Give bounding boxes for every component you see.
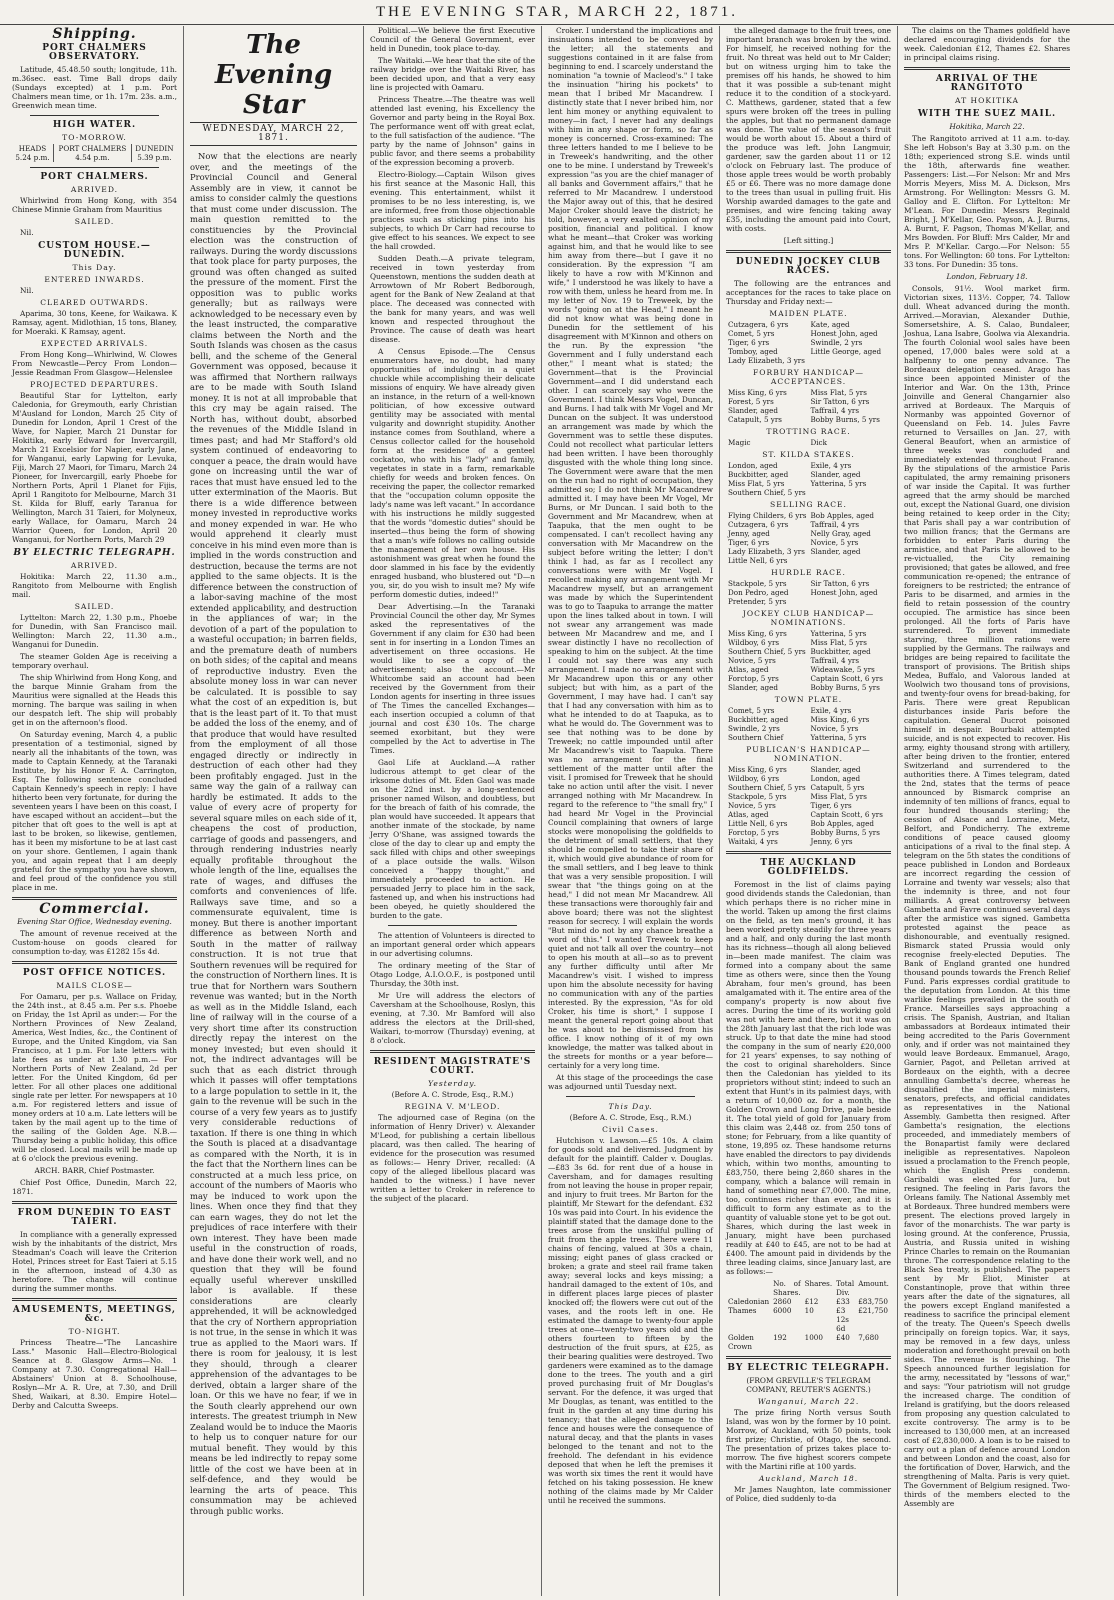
horse-entry: Wildboy, 6 yrs xyxy=(728,774,780,783)
horse-entry: Magic xyxy=(728,438,751,447)
commercial-sub: Evening Star Office, Wednesday evening. xyxy=(17,917,172,926)
tel-arrived-label: ARRIVED. xyxy=(70,561,119,570)
horse-entry: Yatterina, 5 yrs xyxy=(810,733,867,742)
horse-entry: Little Nell, 6 yrs xyxy=(728,556,788,565)
table-row xyxy=(726,715,891,724)
horse-entry: Taffrail, 4 yrs xyxy=(810,520,860,529)
news-paragraph: The Rangitoto arrived at 11 a.m. to-day. She left Hobson's Bay at 3.30 p.m. on the 18th; experienced strong S.E. winds until the 18th, afterwards fine weather. Passengers: List.—For Nelson: Mr and Mrs Morris Meyers, Miss M. A. Dickson, Mrs Armstrong. For Wellington: Messrs G. M. Galloy and E. Clifton. For Lyttelton: Mr M'Lean. For Dunedin: Messrs Reginald Bright, J. M'Kellar, Geo. Payson, A. J. Burns, A. Burnt, F. Pagson, Thomas M'Kellar, and Mrs Bowden. For Bluff: Mrs Calder, Mr and Mrs P. M'Kellar. Cargo.—For Nelson: 55 tons. For Wellington: 60 tons. For Lyttelton: 33 tons. For Dunedin: 35 tons. xyxy=(904,134,1070,269)
table-row xyxy=(726,774,891,783)
table-row xyxy=(726,556,891,565)
divider xyxy=(726,1356,891,1359)
rm-day: Yesterday. xyxy=(427,1079,477,1088)
sailed-label: SAILED. xyxy=(74,217,115,226)
projected-label: PROJECTED DEPARTURES. xyxy=(30,380,159,389)
gold-cell: 10 xyxy=(804,1306,814,1315)
news-paragraph: Dear Advertising.—In the Taranaki Provincial Council the other day, Mr Symes asked the representatives of the Government if any claim for £30 had been sent in for inserting in a London Times an advertisement on three occasions. He would like to see a copy of the advertisement; also the account.—Mr Whitcombe said an account had been received by the Government from their London agents for inserting in three issues of The Times the cancelled Exchanges—each insertion occupied a column of that journal and cost £30 10s. The charge seemed exorbitant, but they were compelled by the Act to advertise in The Times. xyxy=(370,602,535,755)
table-row xyxy=(726,733,891,742)
horse-entry xyxy=(809,597,892,606)
amuse-sub: TO-NIGHT. xyxy=(68,1327,121,1336)
column-local-news xyxy=(364,26,542,1596)
post-text: For Oamaru, per p.s. Wallace on Friday, the 24th inst., at 8.45 a.m. Per s.s. Phoebe on Friday, the 1st April as under:— For the Northern Provinces of New Zealand, America, West Indies, &c., the Continent of Europe, and the United Kingdom, via San Francisco, at 1 p.m. For late letters with late fees as under at 1.30 p.m.— For Northern Ports of New Zealand, 2d per letter. For the United Kingdom, 6d per letter. For all other places one additional single rate per letter. For newspapers at 10 a.m. For registered letters and issue of money orders at 10 a.m. Late letters will be taken by the mail agent up to the time of the sailing of the Golden Age. N.B.—Thursday being a public holiday, this office will be closed. Local mails will be made up at 6 o'clock the previous evening. xyxy=(12,992,177,1163)
table-row xyxy=(726,547,891,556)
divider xyxy=(904,67,1070,70)
rm-text: The adjourned case of Regina (on the information of Henry Driver) v. Alexander M'Leod, for publishing a certain libellous placard, was then called. The hearing of evidence for the prosecution was resumed as follows:— Henry Driver, recalled: (A copy of the alleged libellous placard was handed to the witness.) I have never written a letter to Croker in reference to the subject of the placard. xyxy=(370,1113,535,1203)
issue-date: WEDNESDAY, MARCH 22, 1871. xyxy=(190,122,357,146)
rm-case: REGINA V. M'LEOD. xyxy=(404,1102,501,1111)
horse-entry: Slander, aged xyxy=(810,765,861,774)
gold-table xyxy=(726,1279,891,1351)
commercial-title: Commercial. xyxy=(39,901,150,917)
nil-text: Nil. xyxy=(20,286,34,295)
tel-arrived-text: Hokitika: March 22, 11.30 a.m., Rangitoto from Melbourne with English mail. xyxy=(12,572,177,599)
gold-cell: £12 xyxy=(804,1297,819,1306)
projected-text: Beautiful Star for Lyttelton, early Caledonia, for Greymouth, early Christian M'Ausland for London, March 25 City of Dunedin for London, April 1 Crest of the Wave, for Napier, March 21 Dunstar for Hokitika, early Edward for Invercargill, March 21 Excelsior for Napier, early Jane, for Wanganui, early Lapwing for Levuka, Fiji, March 27 Maori, for Timaru, March 24 Pioneer, for Invercargill, early Phoebe for Northern Ports, April 1 Planet for Fijis, April 1 Rangitoto for Melbourne, March 31 St. Kilda for Bluff, early Taranua for Wellington, March 31 Taieri, for Molyneux, early Wallace, for Oamaru, March 24 Warrior Queen, for London, April 20 Wanganui, for Northern Ports, March 29 xyxy=(12,391,177,544)
court-adjourn: At this stage of the proceedings the case was adjourned until Tuesday next. xyxy=(548,1073,713,1091)
horse-entry: Dick xyxy=(810,438,827,447)
race-name: TOWN PLATE. xyxy=(774,695,843,704)
table-row xyxy=(726,538,891,547)
horse-entry: Jenny, aged xyxy=(728,529,770,538)
horse-entry: Southern Chief, 5 yrs xyxy=(728,488,806,497)
horse-entry: Wideawake, 5 yrs xyxy=(810,665,875,674)
horse-entry: Forctop, 5 yrs xyxy=(728,828,779,837)
table-row xyxy=(726,329,891,338)
horse-entry: Swindle, 2 yrs xyxy=(728,724,780,733)
table-row xyxy=(726,520,891,529)
tel-sailed-label: SAILED. xyxy=(74,602,115,611)
horse-entry: Buckbitter, aged xyxy=(728,715,789,724)
table-row xyxy=(726,488,891,497)
this-day-before: (Before A. C. Strode, Esq., R.M.) xyxy=(569,1113,692,1122)
arrived-label: ARRIVED. xyxy=(70,185,119,194)
horse-entry: Captain Scott, 6 yrs xyxy=(810,674,883,683)
gold-cell: 2860 xyxy=(773,1297,792,1306)
table-row xyxy=(726,837,891,846)
race-name: ST. KILDA STAKES. xyxy=(762,450,855,459)
gold-cell: 192 xyxy=(773,1333,787,1342)
table-row xyxy=(726,579,891,588)
table-row xyxy=(726,347,891,356)
horse-entry: Exile, 4 yrs xyxy=(810,461,852,470)
observatory-text: Latitude, 45.48.50 south; longitude, 11h. m.36sec. east. Time Ball drops daily (Sundays excepted) at 1 p.m. Port Chalmers mean time, or 1h. 17m. 23s. a.m., Greenwich mean time. xyxy=(12,65,177,110)
table-row xyxy=(726,438,891,447)
tel-sub: (FROM GREVILLE'S TELEGRAM COMPANY, REUTER'S AGENTS.) xyxy=(746,1376,871,1394)
divider xyxy=(12,961,177,964)
table-row xyxy=(726,470,891,479)
divider xyxy=(726,851,891,854)
horse-entry: Honest John, aged xyxy=(810,588,878,597)
news-paragraph: The Waitaki.—We hear that the site of the railway bridge over the Waitaki River, has been decided upon, and that a very easy line is projected with Oamaru. xyxy=(370,56,535,92)
highwater-time: 5.24 p.m. xyxy=(12,153,53,162)
divider xyxy=(30,167,159,168)
news-paragraph: Consols, 91½. Wool market firm. Victorian sixes, 113½. Copper, 74. Tallow dull. Wheat advanced during the month. Arrived.—Moravian, Alexander Duthie, Somersetshire, A. S. Calao, Bundaleer, Joshua, Lana Isabre, Goolwa via Alexandria. The fourth Colonial wool sales have been opened, 17,000 bales were sold at a halfpenny to one penny advance. The Bordeaux delegation ceased. Arago has since been appointed Minister of the Interior and War. On the 13th, Prince Joinville and General Changarnier also arrived at Bordeaux. The Marquis of Normanby was appointed Governor of Queensland on Feb. 14. Jules Favre returned to Versailles on Jan. 27, with General Beaufort, when an armistice of three weeks was concluded and immediately extended throughout France. By the stipulations of the armistice Paris capitulated, the army remaining prisoners of war inside the Capital. It was further agreed that the army should be marched out, except the National Guard, one division being retained to keep order in the City; that Paris shall pay a war contribution of two million francs; that the Germans are forbidden to enter Paris during the armistice, and that Paris be allowed to be re-victualled, the City remaining provisioned; that gates be allowed, and free communication re-opened; the entrance of foreigners to be restricted; the entrance of Paris to be disarmed, and armies in the field to retain possession of the country occupied. The armistice has since been prolonged. All the forts of Paris have surrendered. To prevent immediate starving, three million rations were supplied by the Germans. The railways and bridges are being repaired to facilitate the transport of provisions. The British ships Medea, Buffalo, and Valorous landed at Woolwich two thousand tons of provisions, and twenty-four ovens for bread-baking, for Paris. There were great Republican disturbances inside Paris before the capitulation. General Ducrot poisoned himself in despair. Bourbaki attempted suicide, and is not expected to recover. His army, eighty thousand strong with artillery, after being driven to the frontier, entered Switzerland and surrendered to the authorities there. A Times telegram, dated the 2nd, states that the terms of peace announced by Bismarck comprise an indemnity of ten millions of francs, equal to four hundred thousands sterling; the cession of Alsace and Lorraine, Metz, Belfort, and Pondicherry. The extreme conditions of peace caused gloomy anticipations of a rival to the final step. A telegram on the 5th states the conditions of peace published in London and Bordeaux are incorrect regarding the cession of Lorraine and twenty war vessels; also that the indemnity is three, and not four milliards. A great controversy between Gambetta and Favre continued several days after the armistice was signed. Gambetta protested against the peace as dishonourable, and eventually resigned. Bismarck stated Prussia would only recognise freely-elected Deputies. The Bank of England granted one hundred thousand pounds towards the French Relief Fund. Paris expresses cordial gratitude to the deputation from London. At this time warlike feelings prevailed in the south of France. Marseilles says approaching a crisis. The Spanish, Austrian, and Italian ambassadors at Bordeaux intimated their being accredited to the Paris Government only, and if order was not maintained they would leave Bordeaux. Emmanuel, Arago, Garnier, Pagot, and Pelletan arrived at Bordeaux on the eighth, with a decree annulling Gambetta's decree, whereas he disqualified the imperial ministers, senators, prefects, and official candidates as representatives in the National Assembly. Gambetta then resigned. After Gambetta's resignation, the elections proceeded, and immediately members of the Bonapartist family were declared ineligible as representatives. Napoleon issued a proclamation to the French people, which the English Press condemn. Garibaldi was elected for Jura, but resigned. The feeling in Paris favors the Orleans family. The National Assembly met at Bordeaux. Three hundred members were present. The elections proved largely in favor of the monarchists. The war party is losing ground. At the conference, Prussia, Austria, and Russia united in wishing Prince Charles to remain on the Roumanian throne. The correspondence relating to the Black Sea treaty, is published. The papers sent by Mr Eliot, Minister at Constantinople, prove that within three years after the date of the signatures, all the powers except England manifested a readiness to sacrifice the principal element of the treaty. The Queen's Speech dwells principally on foreign topics. War, it says, may be removed in a few days, unless moderation and forethought prevail on both sides. The revenue is flourishing. The Speech announced further legislation for the army, necessitated by "lessons of war," and says: "Your patriotism will not grudge the increased charge. The condition of Ireland is gratifying, but the doors released from proposing any question calculated to excite controversy. The army is to be increased to 130,000 men, at an increased cost of £2,830,000. A loan is to be raised to carry out a plan of defence around London and between London and the coast, also for the fortification of Dover, Harwich, and the strengthening of Malta. Paris is very quiet. The Government of Belgium resigned. Two-thirds of the members elected to the Assembly are xyxy=(904,284,1070,1508)
race-entries xyxy=(726,461,891,497)
news-paragraph: The ordinary meeting of the Star of Otago Lodge, A.I.O.O.F., is postponed until Thursday, the 30th inst. xyxy=(370,961,535,988)
court-continued: the alleged damage to the fruit trees, one important branch was broken by the wind. For himself, he received nothing for the fruit. No threat was held out to Mr Calder; but on witness urging him to take the premises off his hands, he showed to him that it was possible a sub-tenant might reduce it to the condition of a stock-yard. C. Matthews, gardener, stated that a few spurs were broken off the trees in pulling the apples, but that no permanent damage was done. The value of the season's fruit would be worth about 15. About a third of the produce was left. John Langmuir, gardener, saw the garden about 11 or 12 o'clock on February last. The produce of those apple trees would be worth probably £5 or £6. There was no more damage done to the trees than usual in pulling fruit. His Worship awarded damages to the gate and premises, and wire fencing taking away £35, including the amount paid into Court, with costs. xyxy=(726,26,891,233)
post-title: POST OFFICE NOTICES. xyxy=(22,968,167,978)
table-row xyxy=(726,479,891,488)
highwater-place: HEADS xyxy=(12,144,53,153)
gold-cell: Golden Crown xyxy=(728,1333,754,1351)
horse-entry: Comet, 5 yrs xyxy=(728,706,775,715)
table-row xyxy=(726,388,891,397)
table-row xyxy=(726,597,891,606)
horse-entry: Lady Elizabeth, 3 yrs xyxy=(728,547,805,556)
race-entries xyxy=(726,388,891,424)
table-row xyxy=(726,461,891,470)
race-name: MAIDEN PLATE. xyxy=(769,309,848,318)
horse-entry: Yatterina, 5 yrs xyxy=(810,479,867,488)
wanganui-dateline: Wanganui, March 22. xyxy=(757,1397,860,1406)
race-name: JOCKEY CLUB HANDICAP—NOMINATIONS. xyxy=(742,609,875,627)
horse-entry xyxy=(809,556,892,565)
table-row xyxy=(726,683,891,692)
gold-cell: £40 xyxy=(836,1333,850,1342)
port-title: PORT CHALMERS. xyxy=(40,172,149,182)
horse-entry: Atlas, aged xyxy=(728,665,769,674)
mails-close: MAILS CLOSE— xyxy=(56,981,133,990)
horse-entry: Sir Tatton, 6 yrs xyxy=(810,579,870,588)
horse-entry: Southern Chief, 5 yrs xyxy=(728,647,806,656)
leader-article: Now that the elections are nearly over, and the meetings of the Provincial Council and General Assembly are in view, it cannot be amiss to consider calmly the questions that must come under discussion. The main question remitted to the constituencies by the Provincial election was the construction of railways. During the wordy discussions that took place for party purposes, the ground was often changed as suited the pressure of the moment. First the opposition was to public works generally; but as railways were acknowledged to be necessary even by the least instructed, the comparative claims between the North and the South Islands was chosen as the casus belli, and the scheme of the General Government was opposed, because it was affirmed that Northern railways are to be made with South Island money. It is not at all improbable that this cry may be again raised. The North has, without doubt, absorbed the revenues of the Middle Island in times past; and had Mr Stafford's old system continued of endeavoring to conquer a peace, the drain would have gone on increasing until the war of races that must have ensued led to the utter extermination of the Maoris. But there is a wide difference between money invested in reproductive works and money expended in war. He who would apprehend it clearly must conceive in his mind even more than is implied in the words construction and destruction, because the terms are not applied to the same objects. It is the difference between the construction of a labor-saving machine of the most extended applicability, and destruction in the appliances of war; in the devotion of a part of the population to a wasteful occupation; in barren fields, and the premature death of numbers on both sides; of the capital and means of reproductive industry. Even the absolute money loss in war can never be calculated. It is possible to say what the cost of an expedition is, but that is the least part of it. To that must be added the loss of the enemy, and of that produce that would have resulted from the employment of all those engaged directly or indirectly in destruction of each other had they been profitably engaged. Just in the same way the gain of a railway can hardly be estimated. It adds to the value of every acre of property for several square miles on each side of it, cheapens the cost of production, carriage of goods and passengers, and through rendering industries nearly equally profitable throughout the whole length of the line, equalises the rate of wages, and diffuses the comforts and conveniences of life. Railways save time, and so a commensurate equivalent, time is money. But there is another important difference as between North and South in the matter of railway construction. It is not true that Southern revenues will be required for the construction of Northern lines. It is true that for Northern wars Southern revenue was wanted; but in the North as well as in the Middle Island, each line of railway will in the course of a very short time after its construction directly repay the interest on the money invested; but even should it not, the indirect advantages will be such that as each district through which it passes will offer temptations to a large population to settle in it, the gain to the revenue will be such in the course of a very few years as to justify very considerable reductions of taxation. If there is one thing in which the South is placed at a disadvantage as compared with the North, it is in the fact that the Northern lines can be constructed at a much less price, on account of the numbers of Maoris who may be induced to work upon the lines. When once they find that they can earn wages, they do not let the prejudices of race interfere with their own interest. They have been made useful in the construction of roads, and have done their work well, and no question that they will be found equally useful wherever unskilled labor is available. If these considerations are clearly apprehended, it will be acknowledged that the cry of Northern appropriation is not true, in the sense in which it was true as applied to the Maori wars. If there is room for jealousy, it is lest they should, through a clearer apprehension of the advantages to be derived, obtain a larger share of the loan. Or this we have no fear, if we in the South clearly apprehend our own interests. The greatest triumph in New Zealand would be to induce the Maoris to help us to conquer nature for our mutual benefit. They would by this means be led indirectly to repay some little of the cost we have been at in self-defence, and they would be learning the arts of peace. This consummation may be achieved through public works. xyxy=(190,151,357,1516)
horse-entry: Stackpole, 5 yrs xyxy=(728,579,787,588)
horse-entry: Novice, 5 yrs xyxy=(728,801,776,810)
race-list xyxy=(726,309,891,846)
table-row xyxy=(726,397,891,406)
horse-entry: Comet, 5 yrs xyxy=(728,329,775,338)
horse-entry: Taffrail, 4 yrs xyxy=(810,406,860,415)
amuse-title: AMUSEMENTS, MEETINGS, &c. xyxy=(12,1305,177,1324)
race-entries xyxy=(726,438,891,447)
table-row xyxy=(726,415,891,424)
this-day-title: This Day. xyxy=(608,1102,653,1111)
horse-entry: Novice, 5 yrs xyxy=(728,656,776,665)
news-paragraph: Sudden Death.—A private telegram, received in town yesterday from Queenstown, mentions the sudden death at Arrowtown of Mr Robert Bedborough, agent for the Bank of New Zealand at that place. The deceased was connected with the bank for many years, and was well known and respected throughout the Province. The cause of death was heart disease. xyxy=(370,254,535,344)
race-entries xyxy=(726,629,891,692)
horse-entry: Bobby Burns, 5 yrs xyxy=(810,828,880,837)
race-entries xyxy=(726,765,891,846)
table-row xyxy=(726,828,891,837)
horse-entry: London, aged xyxy=(728,461,778,470)
gold-header: Shares. xyxy=(804,1279,833,1288)
horse-entry: Catapult, 5 yrs xyxy=(728,415,782,424)
table-row xyxy=(726,656,891,665)
expected-text: From Hong Kong—Whirlwind, W. Clowes From Newcastle—Percy From London—Jessie Readman From Glasgow—Helenslee xyxy=(12,350,177,377)
horse-entry: Lady Elizabeth, 3 yrs xyxy=(728,356,805,365)
rangitoto-title: ARRIVAL OF THE RANGITOTO xyxy=(935,74,1039,93)
horse-entry: Swindle, 2 yrs xyxy=(810,338,863,347)
news-paragraph: Mr Ure will address the electors of Caversham at the Schoolhouse, Roslyn, this evening, at 7.30. Mr Bamford will also address the electors at the Drill-shed, Waikari, to-morrow (Thursday) evening, at 8 o'clock. xyxy=(370,991,535,1045)
table-row xyxy=(726,724,891,733)
divider xyxy=(12,1298,177,1301)
horse-entry: Pretender, 5 yrs xyxy=(728,597,787,606)
news-paragraph: On Saturday evening, March 4, a public presentation of a testimonial, signed by nearly all the inhabitants of the town, was made to Captain Kennedy, at the Taranaki Institute, by his Honor F. A. Carrington, Esq. The following sentence concluded Captain Kennedy's speech in reply: I have hitherto been very fortunate, for during the seventeen years I have been on this coast, I have escaped without an accident—but the pitcher that oft goes to the well is apt at last to be broken, so likewise, gentlemen, has it been my misfortune to be at last cast on your shore. Gentlemen, I again thank you, and again repeat that I am deeply grateful for the sympathy you have shown, and feel proud of the confidence you still place in me. xyxy=(12,730,177,892)
horse-entry: Miss King, 6 yrs xyxy=(728,765,787,774)
table-row xyxy=(726,356,891,365)
rm-before: (Before A. C. Strode, Esq., R.M.) xyxy=(391,1090,514,1099)
horse-entry: Miss King, 6 yrs xyxy=(810,715,870,724)
horse-entry: Little Nell, 6 yrs xyxy=(728,819,788,828)
gold-cell: £33 xyxy=(836,1297,850,1306)
cleared-text: Aparima, 30 tons, Keene, for Waikawa. K Ramsay, agent. Midlothian, 15 tons, Blaney, for Moeraki. K Ramsay, agent. xyxy=(12,309,177,336)
civil-text: Hutchison v. Lawson.—£5 10s. A claim for goods sold and delivered. Judgment by default for the plaintiff. Calder v. Douglas.—£83 3s 6d. for rent due of a house in Caversham, and for damages resulting from not leaving the house in proper repair, and injury to fruit trees. Mr Barton for the plaintiff, Mr Stewart for the defendant. £32 10s was paid into Court. In his evidence the plaintiff stated that the damage done to the trees arose from the unskilful pulling of fruit from the apple trees. There were 11 chains of fencing, valued at 30s a chain, missing; eight panes of glass cracked or broken; a grate and steel rail frame taken away; several locks and keys missing; a handrail damaged to the extent of 10s, and in different places large pieces of plaster knocked off; the flowers were cut out of the vases, and the roots left in one. He estimated the damage to twenty-four apple trees at one—twenty-two years old and the others fourteen to fifteen by the destruction of the fruit spurs, at £25, as their bearing qualities were destroyed. Two gardeners were examined as to the damage done to the trees. The youth and a girl proved purchasing fruit of Mr Douglas's servant. For the defence, it was urged that Mr Douglas, as tenant, was entitled to the fruit in the garden at any time during his tenancy; that the alleged damage to the fence and houses were the consequence of natural decay, and that the plants in vases belonged to the tenant and not to the freehold. The defendant in his evidence deposed that when he left the premises it was worth six times the rent it would have fetched on his taking possession. He knew nothing of the claims made by Mr Calder until he received the summons. xyxy=(548,1136,713,1505)
horse-entry: Nelly Gray, aged xyxy=(810,529,871,538)
horse-entry: Southern Chief xyxy=(728,733,784,742)
gold-text: Foremost in the list of claims paying good dividends stands the Caledonian, than which perhaps there is no richer mine in the world. Taken up among the first claims on the field, as ten men's ground, it has been worked pretty steadily for three years and a half, and only during the last month has its richness—though all along believed in—been made manifest. The claim was formed into a company about the same time as others were, since then the Young Abraham, four men's ground, has been amalgamated with it. The entire area of the company's property is now about five acres. During the time of its working gold was not with here and there, but it was on the 28th January last that the rich lode was struck. Up to that date the mine had stood the company in the sum of nearly £20,000 for 21 years' expenses, to say nothing of the cost to original shareholders. Since then the Caledonian has yielded to its proprietors without stint; indeed to such an extent that Hunt's in its palmiest days, with a return of 10,000 oz. for a month, the Golden Crown and Long Drive, pale beside it. The total yield of gold for January from this claim was 2,448 oz. from 250 tons of stone; for February, from a like quantity of stone, 19,895 oz. These handsome returns have enabled the directors to pay dividends which, within two months, amounting to £83,750, there being 2,860 shares in the company, which a balance will remain in hand of something near £7,000. The mine, too, continues richer than ever, and it is difficult to form any estimate as to the quantity of valuable stone yet to be got out. Shares, which during the last week in January, might have been purchased readily at £40 to £45, are not to be had at £400. The amount paid in dividends by the three leading claims, since January last, are as follows:— xyxy=(726,880,891,1276)
horse-entry: Novice, 5 yrs xyxy=(810,724,859,733)
jockey-title: DUNEDIN JOCKEY CLUB RACES. xyxy=(735,257,882,276)
horse-entry: Wildboy, 6 yrs xyxy=(728,638,780,647)
race-name: PUBLICAN'S HANDICAP—NOMINATION. xyxy=(746,745,871,763)
horse-entry: Don Pedro, aged xyxy=(728,588,789,597)
highwater-title: HIGH WATER. xyxy=(52,120,137,130)
horse-entry: Forest, 5 yrs xyxy=(728,397,774,406)
amuse-text: Princess Theatre—"The Lancashire Lass." Masonic Hall—Electro-Biological Seance at 8. Glasgow Arms—No. 1 Company at 7.30. Congregational Hall—Abstainers' Union at 8. Schoolhouse, Roslyn—Mr A. R. Ure, at 7.30, and Drill Shed, Waikari, at 8.30. Empire Hotel—Derby and Calcutta Sweeps. xyxy=(12,1338,177,1410)
nil-text: Nil. xyxy=(20,228,34,237)
highwater-place: PORT CHALMERS xyxy=(53,144,131,153)
rm-title: RESIDENT MAGISTRATE'S COURT. xyxy=(373,1057,532,1076)
table-row xyxy=(726,588,891,597)
news-paragraph: The steamer Golden Age is receiving a temporary overhaul. xyxy=(12,652,177,670)
horse-entry: Bobby Burns, 5 yrs xyxy=(810,683,880,692)
entered-label: ENTERED INWARDS. xyxy=(44,275,145,284)
news-paragraph: Gaol Life at Auckland.—A rather ludicrous attempt to get clear of the irksome duties of Mt. Eden Gaol was made on the 22nd inst. by a long-sentenced prisoner named Wilson, and doubtless, but for the breach of faith of his comrade, the plan would have succeeded. It appears that another inmate of the stockade, by name Jerry O'Shane, was assigned towards the close of the day to clear up and empty the sack filled with chips and other sweepings of a place outside the walls. Wilson conceived a "happy thought," and immediately proceeded to action. He persuaded Jerry to place him in the sack, fastened up, and when his instructions had been obeyed, he quietly shouldered the burden to the gate. xyxy=(370,758,535,920)
highwater-time: 5.39 p.m. xyxy=(137,153,172,162)
table-row xyxy=(726,819,891,828)
column-races xyxy=(720,26,898,1596)
horse-entry: Atlas, aged xyxy=(728,810,769,819)
horse-entry: Tiger, 6 yrs xyxy=(728,338,770,347)
shipping-title: Shipping. xyxy=(52,26,137,42)
civil-cases: Civil Cases. xyxy=(602,1125,659,1134)
horse-entry: Forctop, 5 yrs xyxy=(728,674,779,683)
highwater-sub: TO-MORROW. xyxy=(62,133,127,142)
table-row xyxy=(726,629,891,638)
column-court xyxy=(542,26,720,1596)
horse-entry: Slander, aged xyxy=(728,683,778,692)
horse-entry: Bobby Burns, 5 yrs xyxy=(810,415,880,424)
commercial-text: The amount of revenue received at the Custom-house on goods cleared for consumption to-day, was £1282 15s 4d. xyxy=(12,929,177,956)
table-row xyxy=(726,406,891,415)
horse-entry: Little George, aged xyxy=(810,347,882,356)
column-shipping xyxy=(6,26,184,1596)
highwater-place: DUNEDIN xyxy=(135,144,174,153)
horse-entry: Cutzagera, 6 yrs xyxy=(728,520,789,529)
horse-entry: Slander, aged xyxy=(810,470,861,479)
arrived-text: Whirlwind from Hong Kong, with 354 Chinese Minnie Graham from Mauritius xyxy=(12,196,177,214)
highwater-time: 4.54 p.m. xyxy=(53,153,131,162)
table-row xyxy=(726,1333,891,1351)
table-row xyxy=(726,320,891,329)
race-entries xyxy=(726,706,891,742)
horse-entry: London, aged xyxy=(810,774,861,783)
table-row xyxy=(726,706,891,715)
columns xyxy=(6,26,1108,1596)
jockey-intro: The following are the entrances and acceptances for the races to take place on Thursday and Friday next:— xyxy=(726,279,891,306)
table-row xyxy=(726,792,891,801)
table-row xyxy=(726,665,891,674)
table-row xyxy=(726,647,891,656)
horse-entry: Slander, aged xyxy=(728,406,778,415)
horse-entry: Tiger, 6 yrs xyxy=(810,801,852,810)
rangitoto-with: WITH THE SUEZ MAIL. xyxy=(917,109,1057,119)
horse-entry: Kate, aged xyxy=(810,320,850,329)
horse-entry: Slander, aged xyxy=(810,547,861,556)
wanganui-text: The prize firing North versus South Island, was won by the former by 10 point. Morrow, of Auckland, with 50 points, took first prize; Christie, of Otago, the second. The presentation of prizes takes place to-morrow. The five highest scorers compete with the Martini rifle at 100 yards. xyxy=(726,1408,891,1471)
court-text: Croker. I understand the implications and insinuations intended to be conveyed by the letter; all the statements and suggestions contained in it are false from beginning to end. I scarcely understand the nomination "a townie of Macleod's." I take the insinuation "hiring his pockets" to mean that I bribed Mr Macandrew. I distinctly state that I never bribed him, nor lent him money or anything equivalent to money—in fact, I never had any dealings with him in any shape or form, so far as money is concerned. Cross-examined: The three letters handed to me I believe to be in Treweek's handwriting, and the other one to be mine. I understand by Treweek's expression "as you are the chief manager of all banks and Government affairs," that he referred to Mr Macandrew. I understood the Major away out of this, that he desired Major Croker should leave the district; he told, however, a very exalted opinion of my position, financial and political. I know what he meant—that Croker was working against him, and that he would like to see him away from there—but I gave it no consideration. By the expression "I am likely to have a row with M'Kinnon and wife," I understood he was likely to have a row with them, unless he heard from me. In my letter of Nov. 19 to Treweek, by the words "going on at the Head," I meant he did not know what was being done in Dunedin for the settlement of his disagreement with M'Kinnon and others on the run. By the expression "the Government and I fully understand each other," I meant what is stated; the Government—that is the Provincial Government—and I did understand each other. I can scarcely say who were the Government. I think Messrs Vogel, Duncan, and Burns. I had talk with Mr Vogel and Mr Duncan on the subject. It was understood an arrangement was made by which the Government was to settle these disputes. Could not recollect what particular letters had been written. I have been thoroughly disgusted with the whole thing long since. The Government were aware that the men on the run had no right of occupation, they admitted so; I do not think Mr Macandrew admitted it. I may have been Mr Vogel, Mr Burns, or Mr Duncan. I said both to the Government and Mr Macandrew, when at Taapuka, that the men ought to be compensated. I can't recollect having any conversation with Mr Macandrew on the subject before writing the letter; I don't think I had, as far as I recollect any conversations were with Mr Vogel. I recollect making any arrangement with Mr Macandrew myself, but an arrangement was made by which the Superintendent was to go to Taapuka to arrange the matter upon the lines talked about in town. I will not swear any arrangement was made between Mr Macandrew and me, and I swear distinctly I have no recollection of speaking to him on the subject. At the time I could not say there was any such arrangement. I made no arrangement with Mr Macandrew upon this or any other subject; but with him, as a part of the Government, I may have had. I can't say that I had any conversation with him as to what he intended to do at Taapuka, as to what he would do. The Government was to see that nothing was to be done by Treweek; no cattle impounded until after Mr Macandrew's visit to Taapuka. There was no arrangement for the final settlement of the matter until after the visit. I promised for Treweek that he should take no action until after the visit. I never arranged nothing with Mr Macandrew. In regard to the reference to "the small fry," I had heard Mr Vogel in the Provincial Council complaining that owners of large stocks were monopolising the goldfields to the detriment of small settlers, that they should be compelled to take their share of it, which would give abundance of room for the small settlers, and I beg leave to think that was a very sensible proposition. I will swear that "the things going on at the head," I did not mean Mr Macandrew. All these transactions were thoroughly fair and above board; there was not the slightest reason for secrecy. I will explain the words "But mind do not by any chance breathe a word of this." I wanted Treweek to keep quiet and not talk all over the country—not to open his mouth at all—so as to prevent any further difficulty until after Mr Macandrew's visit. I wished to impress upon him the absolute necessity for having no communication with any of the parties interested. By the expression, "As for old Croker, his time is short," I suppose I meant the general report going about that he was about to be dismissed from his office. I know nothing of it of my own knowledge, the matter was talked about in the streets for months or a year before—certainly for a very long time. xyxy=(548,26,713,1070)
horse-entry: Sir Tatton, 6 yrs xyxy=(810,397,870,406)
gold-cell: 1000 xyxy=(804,1333,823,1342)
table-row xyxy=(726,1297,891,1306)
table-row xyxy=(726,810,891,819)
horse-entry: Taffrail, 4 yrs xyxy=(810,656,860,665)
gold-cell: Thames xyxy=(728,1306,757,1315)
horse-entry: Stackpole, 5 yrs xyxy=(728,792,787,801)
divider xyxy=(12,1201,177,1204)
highwater-table xyxy=(12,144,177,162)
race-name: FORBURY HANDICAP—ACCEPTANCES. xyxy=(753,368,864,386)
table-row xyxy=(726,783,891,792)
horse-entry: Catapult, 5 yrs xyxy=(810,783,865,792)
running-head: THE EVENING STAR, MARCH 22, 1871. xyxy=(0,0,1114,25)
horse-entry: Honest John, aged xyxy=(810,329,878,338)
horse-entry: Tiger, 6 yrs xyxy=(728,538,770,547)
horse-entry: Captain Scott, 6 yrs xyxy=(810,810,883,819)
this-day: This Day. xyxy=(72,263,117,272)
divider xyxy=(388,925,517,926)
horse-entry xyxy=(809,356,892,365)
horse-entry: Cutzagera, 6 yrs xyxy=(728,320,789,329)
horse-entry: Miss Flat, 5 yrs xyxy=(728,479,785,488)
news-paragraph: Princess Theatre.—The theatre was well attended last evening, his Excellency the Governor and party being in the Royal Box. The performance went off with great eclat, to the full satisfaction of the audience. "The party by the name of Johnson" gains in public favor, and there seems a probability of the expression becoming a proverb. xyxy=(370,95,535,167)
horse-entry: Yatterina, 5 yrs xyxy=(810,629,867,638)
race-entries xyxy=(726,320,891,365)
horse-entry: Miss Flat, 5 yrs xyxy=(810,388,867,397)
race-name: HURDLE RACE. xyxy=(771,568,846,577)
taieri-title: FROM DUNEDIN TO EAST TAIERI. xyxy=(17,1208,172,1227)
auckland-dateline: Auckland, March 18. xyxy=(758,1474,859,1483)
horse-entry: Buckbitter, aged xyxy=(810,647,871,656)
horse-entry: Flying Childers, 6 yrs xyxy=(728,511,807,520)
gold-title: THE AUCKLAND GOLDFIELDS. xyxy=(760,858,857,877)
taieri-text: In compliance with a generally expressed wish by the inhabitants of the district, Mrs Steadman's Coach will leave the Criterion Hotel, Princes street for East Taieri at 5.15 in the afternoon, instead of 4.30 as heretofore. The change will continue during the summer months. xyxy=(12,1230,177,1293)
race-name: TROTTING RACE. xyxy=(766,427,851,436)
table-row xyxy=(726,674,891,683)
table-row xyxy=(726,511,891,520)
table-row xyxy=(726,765,891,774)
horse-entry: Jenny, 6 yrs xyxy=(810,837,853,846)
gold-header: Total Div. xyxy=(836,1279,855,1297)
news-paragraph: The attention of Volunteers is directed to an important general order which appears in our advertising columns. xyxy=(370,931,535,958)
race-entries xyxy=(726,511,891,565)
gold-cell: £3 12s 6d xyxy=(836,1306,849,1333)
customs-title: CUSTOM HOUSE.—DUNEDIN. xyxy=(38,241,151,260)
divider xyxy=(12,897,177,900)
dateline: Hokitika, March 22. xyxy=(949,122,1025,131)
horse-entry: Bob Apples, aged xyxy=(810,511,874,520)
rangitoto-at: AT HOKITIKA xyxy=(955,96,1019,105)
tel-sailed-text: Lyttelton: March 22, 1.30 p.m., Phoebe for Dunedin, with San Francisco mail. Wellington: March 22, 11.30 a.m., Wanganui for Dunedin. xyxy=(12,613,177,649)
news-paragraph: A Census Episode.—The Census enumerators have, no doubt, had many opportunities of indulging in a quiet chuckle while accomplishing their delicate missions of enquiry. We have already given an instance, in the return of a well-known politician, of how excessive outward gentility may be associated with mental vulgarity and downright stupidity. Another instance comes from Southland, where a Census collector called for the household form at the residence of a genteel cockatoo, who with his "lady" and family, vegetates in state in a farm, remarkable chiefly for weeds and broken fences. On receiving the paper, the collector remarked that the "occupation column opposite the lady's name was left vacant." In accordance with his instructions he mildly suggested that the words "domestic duties" should be inserted—thus being the form of showing that a man's wife follows no calling outside the management of her own house. His astonishment was great when he found the door slammed in his face by the evidently enraged husband, who blustered out "D—n you, sir, do you wish to insult me? My wife perform domestic duties, indeed!" xyxy=(370,347,535,599)
column-leader xyxy=(184,26,364,1596)
table-row xyxy=(726,1306,891,1333)
tel-title: BY ELECTRIC TELEGRAPH. xyxy=(727,1363,890,1373)
post-place: Chief Post Office, Dunedin, March 22, 1871. xyxy=(12,1178,177,1196)
horse-entry: Bob Apples, aged xyxy=(810,819,874,828)
horse-entry: Miss King, 6 yrs xyxy=(728,388,787,397)
telegraph-title: BY ELECTRIC TELEGRAPH. xyxy=(13,548,176,558)
gold-header: No. of Shares. xyxy=(773,1279,801,1297)
gold-header: Amount. xyxy=(858,1279,889,1288)
horse-entry: Waitaki, 4 yrs xyxy=(728,837,778,846)
horse-entry: Miss King, 6 yrs xyxy=(728,629,787,638)
gold-cell: £83,750 xyxy=(858,1297,888,1306)
horse-entry xyxy=(809,488,892,497)
horse-entry: Miss Flat, 5 yrs xyxy=(810,792,867,801)
table-row xyxy=(726,529,891,538)
cleared-label: CLEARED OUTWARDS. xyxy=(40,298,149,307)
horse-entry: Miss Flat, 5 yrs xyxy=(810,638,867,647)
race-name: SELLING RACE. xyxy=(770,500,847,509)
news-paragraph: Political.—We believe the first Executive Council of the General Government, ever held in Dunedin, took place to-day. xyxy=(370,26,535,53)
expected-label: EXPECTED ARRIVALS. xyxy=(40,339,149,348)
news-paragraph: The claims on the Thames goldfield have declared encouraging dividends for the week. Caledonian £12, Thames £2. Shares in principal claims rising. xyxy=(904,26,1070,62)
gold-cell: £21,750 xyxy=(858,1306,888,1315)
gold-cell: 7,680 xyxy=(858,1333,879,1342)
left-sitting: [Left sitting.] xyxy=(783,236,834,245)
divider xyxy=(726,250,891,253)
horse-entry: Exile, 4 yrs xyxy=(810,706,852,715)
table-row xyxy=(726,338,891,347)
gold-cell: Caledonian xyxy=(728,1297,770,1306)
observatory-title: PORT CHALMERS OBSERVATORY. xyxy=(42,43,147,62)
divider xyxy=(370,1050,535,1053)
table-row xyxy=(726,638,891,647)
news-paragraph: Electro-Biology.—Captain Wilson gives his first seance at the Masonic Hall, this evening. This entertainment, whilst it promises to be no less interesting, is, we are informed, free from those objectionable practices such as sticking pins into his subjects, to which Dr Carr had recourse to give effect to his seances. We expect to see the hall crowded. xyxy=(370,170,535,251)
race-entries xyxy=(726,579,891,606)
post-sign: ARCH. BARR, Chief Postmaster. xyxy=(34,1166,155,1175)
horse-entry: Buckbitter, aged xyxy=(728,470,789,479)
divider xyxy=(30,115,159,116)
table-row xyxy=(726,801,891,810)
auckland-text: Mr James Naughton, late commissioner of Police, died suddenly to-da xyxy=(726,1485,891,1503)
horse-entry: Southern Chief, 5 yrs xyxy=(728,783,806,792)
masthead: The Evening Star xyxy=(214,30,333,120)
horse-entry: Tomboy, aged xyxy=(728,347,778,356)
divider xyxy=(566,1096,695,1097)
news-paragraph: The ship Whirlwind from Hong Kong, and the barque Minnie Graham from the Mauritius were signalled at the Heads this morning. The barque was sailing in when our despatch left. The ship will probably get in on the afternoon's flood. xyxy=(12,673,177,727)
column-english-news xyxy=(898,26,1076,1596)
gold-cell: 6000 xyxy=(773,1306,792,1315)
horse-entry: Novice, 5 yrs xyxy=(810,538,859,547)
dateline: London, February 18. xyxy=(946,272,1028,281)
